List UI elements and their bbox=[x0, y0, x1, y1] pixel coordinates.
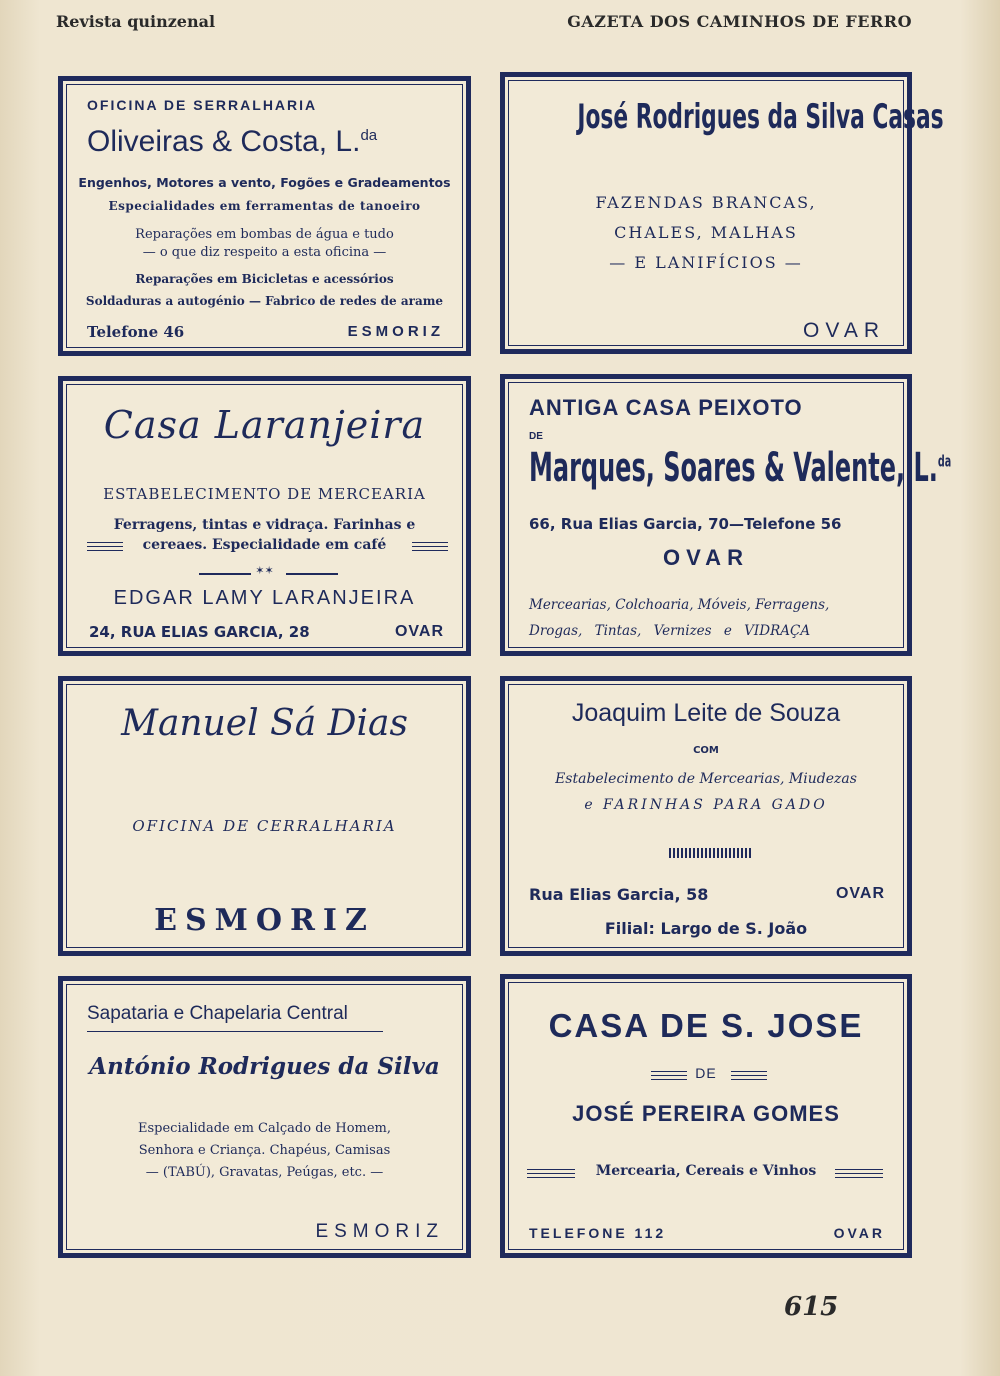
ad-antiga-casa-peixoto bbox=[500, 374, 952, 656]
page-number: 615 bbox=[784, 1292, 839, 1322]
ad-jose-rodrigues bbox=[500, 72, 944, 354]
ad-line: — E LANIFÍCIOS — bbox=[609, 253, 803, 272]
ad-town: ESMORIZ bbox=[347, 323, 444, 340]
ad-line: Ferragens, tintas e vidraça. Farinhas e bbox=[113, 517, 416, 533]
ad-line: COM bbox=[693, 745, 719, 756]
ad-line: Especialidade em Calçado de Homem, bbox=[137, 1121, 391, 1136]
ad-line: DE bbox=[529, 431, 543, 442]
ad-phone: TELEFONE 112 bbox=[529, 1225, 667, 1241]
ad-town: OVAR bbox=[803, 319, 885, 342]
ad-business-name: Oliveiras & Costa, L.$^{da}$ bbox=[87, 125, 378, 158]
decorative-rule bbox=[286, 573, 338, 575]
ad-address: Rua Elias Garcia, 58 bbox=[529, 885, 709, 904]
ad-town: ESMORIZ bbox=[154, 903, 375, 938]
ad-address: 66, Rua Elias Garcia, 70—Telefone 56 bbox=[529, 515, 842, 533]
ad-line: Especialidades em ferramentas de tanoeiro bbox=[108, 199, 421, 213]
ad-phone: Telefone 46 bbox=[87, 323, 185, 341]
ad-business-name: Joaquim Leite de Souza bbox=[571, 699, 841, 727]
ad-line: OFICINA DE SERRALHARIA bbox=[87, 97, 318, 113]
ad-line: Senhora e Criança. Chapéus, Camisas bbox=[138, 1143, 391, 1158]
ad-business-name: José Rodrigues da Silva Casas bbox=[577, 97, 944, 137]
header-left: Revista quinzenal bbox=[56, 12, 216, 31]
ad-line: DE bbox=[695, 1065, 717, 1081]
ad-line: Drogas, Tintas, Vernizes e VIDRAÇA bbox=[529, 623, 811, 639]
ad-business-name: CASA DE S. JOSE bbox=[548, 1007, 864, 1044]
decorative-rule bbox=[835, 1169, 883, 1178]
decorative-rule bbox=[87, 1031, 383, 1032]
ad-business-name: Manuel Sá Dias bbox=[121, 703, 408, 744]
ad-line: Reparações em Bicicletas e acessórios bbox=[135, 272, 394, 286]
ad-line: Soldaduras a autogénio — Fabrico de redes de arame bbox=[85, 294, 444, 308]
ad-town: OVAR bbox=[394, 623, 444, 640]
ad-town: ESMORIZ bbox=[315, 1221, 444, 1242]
ad-town: OVAR bbox=[835, 885, 885, 902]
ad-manuel-sa-dias bbox=[58, 676, 471, 956]
ad-oliveiras-costa bbox=[58, 76, 471, 356]
ad-sapataria-chapelaria bbox=[58, 976, 471, 1258]
ad-line: cereaes. Especialidade em café bbox=[142, 537, 387, 553]
ad-line: Reparações em bombas de água e tudo bbox=[135, 227, 394, 242]
ad-line: e FARINHAS PARA GADO bbox=[584, 797, 828, 813]
ornament: ✶✶ bbox=[255, 564, 274, 577]
ad-town: OVAR bbox=[833, 1225, 885, 1241]
ad-line: Engenhos, Motores a vento, Fogões e Gradeamentos bbox=[78, 175, 451, 190]
ad-line: Mercearias, Colchoaria, Móveis, Ferragens, bbox=[529, 597, 830, 613]
ad-business-name: Casa Laranjeira bbox=[103, 403, 426, 447]
ad-line: ESTABELECIMENTO DE MERCEARIA bbox=[103, 485, 426, 503]
ad-casa-de-s-jose bbox=[500, 974, 912, 1258]
ad-line: FAZENDAS BRANCAS, bbox=[595, 193, 817, 212]
ad-town: OVAR bbox=[663, 545, 749, 570]
ad-line: OFICINA DE CERRALHARIA bbox=[132, 817, 397, 835]
decorative-rule bbox=[731, 1071, 767, 1080]
ad-line: — o que diz respeito a esta oficina — bbox=[142, 245, 387, 260]
header-right: GAZETA DOS CAMINHOS DE FERRO bbox=[567, 12, 912, 31]
ad-business-name: Marques, Soares & Valente, L.$^{da}$ bbox=[529, 445, 952, 491]
decorative-rule bbox=[412, 542, 448, 551]
ad-line: Sapataria e Chapelaria Central bbox=[87, 1003, 348, 1024]
ad-line: Mercearia, Cereais e Vinhos bbox=[595, 1163, 817, 1179]
ad-casa-laranjeira bbox=[58, 376, 471, 656]
ad-joaquim-leite-de-souza bbox=[500, 676, 912, 956]
ad-owner: EDGAR LAMY LARANJEIRA bbox=[113, 587, 416, 609]
ad-owner: JOSÉ PEREIRA GOMES bbox=[572, 1101, 840, 1126]
ad-branch: Filial: Largo de S. João bbox=[604, 919, 808, 938]
ad-line: CHALES, MALHAS bbox=[614, 223, 798, 242]
ad-address: 24, RUA ELIAS GARCIA, 28 bbox=[89, 623, 310, 641]
ad-business-name: António Rodrigues da Silva bbox=[89, 1053, 440, 1080]
ad-line: ANTIGA CASA PEIXOTO bbox=[529, 395, 803, 420]
ad-line: Estabelecimento de Mercearias, Miudezas bbox=[555, 771, 857, 787]
ad-line: — (TABÚ), Gravatas, Peúgas, etc. — bbox=[145, 1165, 384, 1180]
decorative-bar bbox=[669, 848, 751, 858]
